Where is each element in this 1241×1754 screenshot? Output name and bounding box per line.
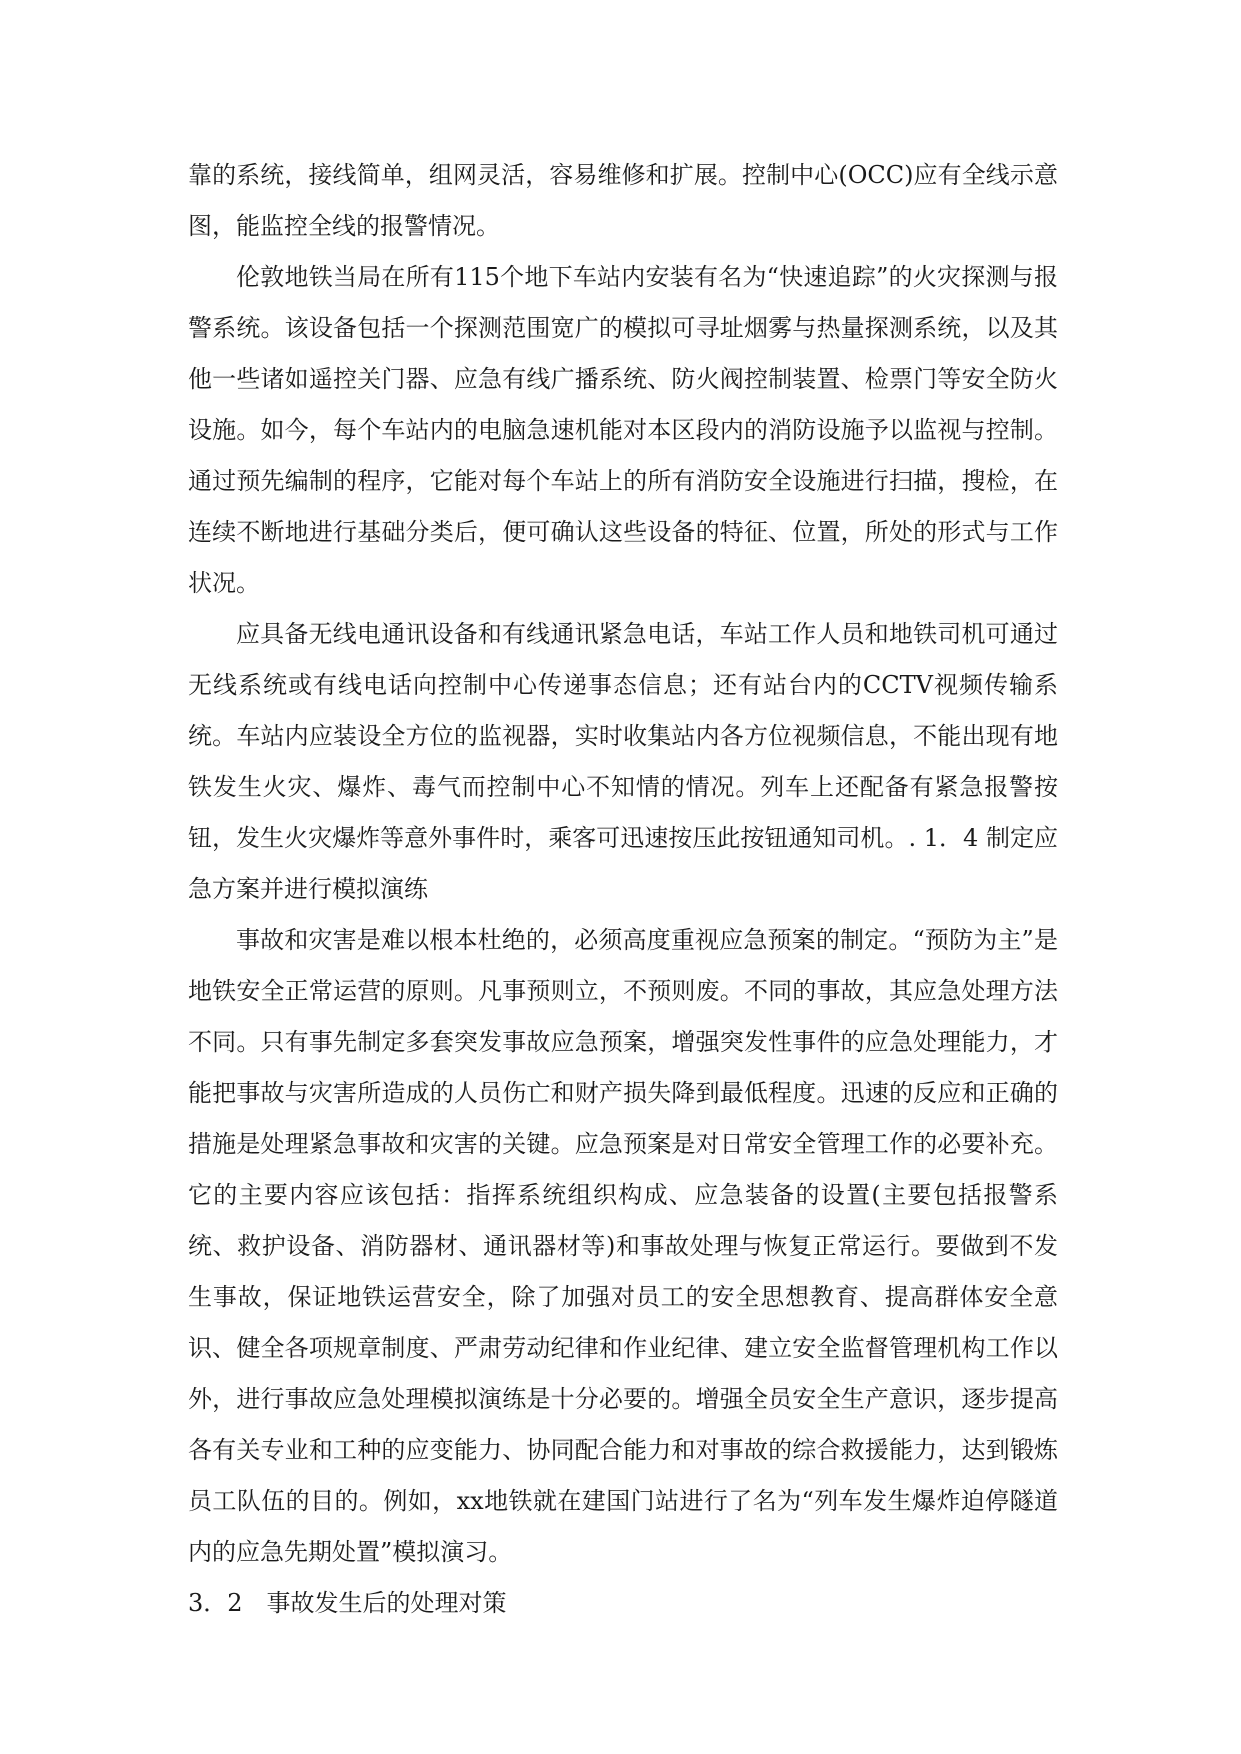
section-heading: 3．2 事故发生后的处理对策 (188, 1589, 507, 1617)
document-body (188, 150, 1058, 1629)
paragraph-london-metro: 伦敦地铁当局在所有115个地下车站内安装有名为“快速追踪”的火灾探测与报警系统。该设备包括一个探测范围宽广的模拟可寻址烟雾与热量探测系统，以及其他一些诸如遥控关门器、应急有线广播系统、防火阀控制装置、检票门等安全防火设施。如今，每个车站内的电脑急速机能对本区段内的消防设施予以监视与控制。通过预先编制的程序，它能对每个车站上的所有消防安全设施进行扫描，搜检，在连续不断地进行基础分类后，便可确认这些设备的特征、位置，所处的形式与工作状况。 (188, 263, 1058, 597)
paragraph-communication: 应具备无线电通讯设备和有线通讯紧急电话，车站工作人员和地铁司机可通过无线系统或有线电话向控制中心传递事态信息；还有站台内的CCTV视频传输系统。车站内应装设全方位的监视器，实时收集站内各方位视频信息，不能出现有地铁发生火灾、爆炸、毒气而控制中心不知情的情况。列车上还配备有紧急报警按钮，发生火灾爆炸等意外事件时，乘客可迅速按压此按钮通知司机。. 1．4 制定应急方案并进行模拟演练 (188, 620, 1058, 903)
paragraph-continuation: 靠的系统，接线简单，组网灵活，容易维修和扩展。控制中心(OCC)应有全线示意图，能监控全线的报警情况。 (188, 161, 1058, 240)
paragraph-emergency-plan: 事故和灾害是难以根本杜绝的，必须高度重视应急预案的制定。“预防为主”是地铁安全正常运营的原则。凡事预则立，不预则废。不同的事故，其应急处理方法不同。只有事先制定多套突发事故应急预案，增强突发性事件的应急处理能力，才能把事故与灾害所造成的人员伤亡和财产损失降到最低程度。迅速的反应和正确的措施是处理紧急事故和灾害的关键。应急预案是对日常安全管理工作的必要补充。它的主要内容应该包括：指挥系统组织构成、应急装备的设置(主要包括报警系统、救护设备、消防器材、通讯器材等)和事故处理与恢复正常运行。要做到不发生事故，保证地铁运营安全，除了加强对员工的安全思想教育、提高群体安全意识、健全各项规章制度、严肃劳动纪律和作业纪律、建立安全监督管理机构工作以外，进行事故应急处理模拟演练是十分必要的。增强全员安全生产意识，逐步提高各有关专业和工种的应变能力、协同配合能力和对事故的综合救援能力，达到锻炼员工队伍的目的。例如，xx地铁就在建国门站进行了名为“列车发生爆炸迫停隧道内的应急先期处置”模拟演习。 (188, 926, 1058, 1566)
